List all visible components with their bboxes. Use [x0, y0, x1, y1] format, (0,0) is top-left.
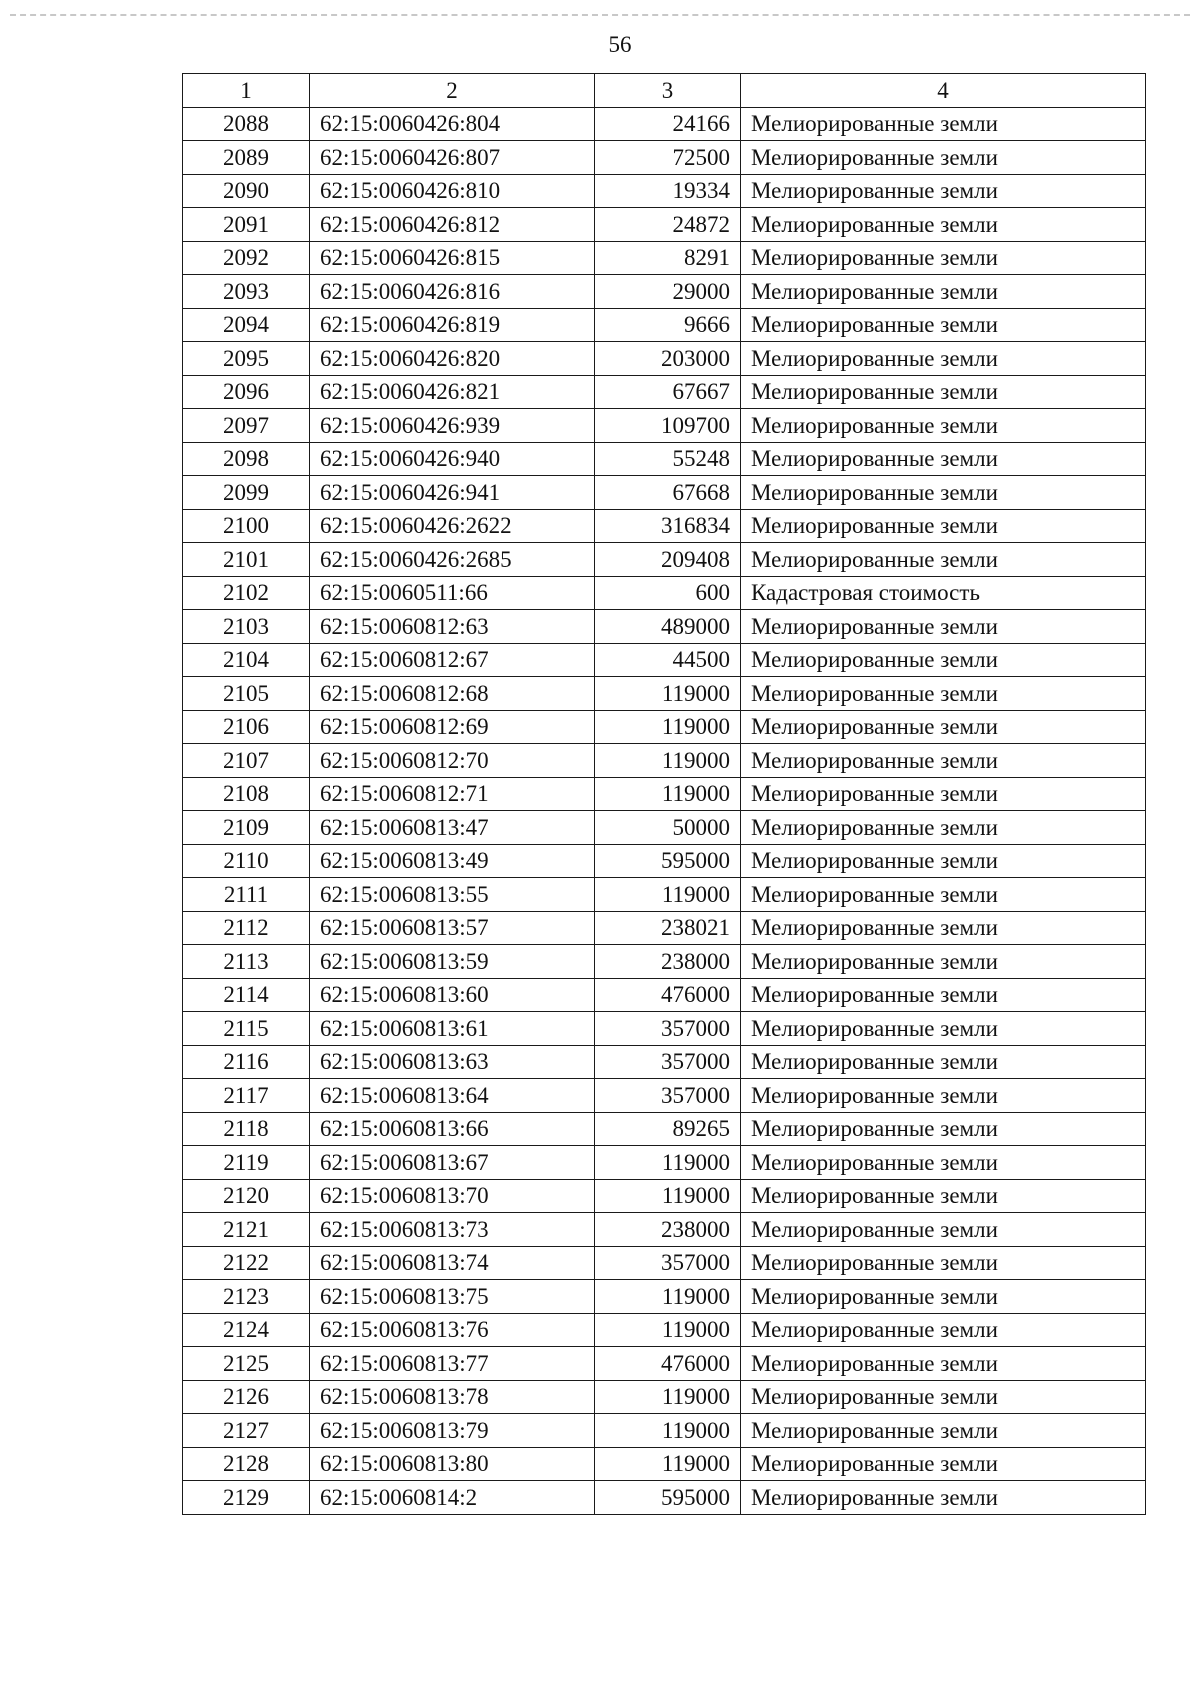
cadastral-number-cell: 62:15:0060813:78: [310, 1380, 595, 1414]
table-body: [183, 107, 1146, 1514]
category-cell: Мелиорированные земли: [741, 174, 1146, 208]
row-number-cell: 2129: [183, 1481, 310, 1515]
row-number-cell: 2108: [183, 777, 310, 811]
table-row: [183, 174, 1146, 208]
table-row: [183, 375, 1146, 409]
row-number-cell: 2091: [183, 208, 310, 242]
value-cell: 238021: [595, 911, 741, 945]
row-number-cell: 2118: [183, 1112, 310, 1146]
cadastral-number-cell: 62:15:0060426:820: [310, 342, 595, 376]
row-number-cell: 2097: [183, 409, 310, 443]
value-cell: 119000: [595, 878, 741, 912]
row-number-cell: 2102: [183, 576, 310, 610]
value-cell: 67667: [595, 375, 741, 409]
category-cell: Мелиорированные земли: [741, 1079, 1146, 1113]
cadastral-number-cell: 62:15:0060813:76: [310, 1313, 595, 1347]
cadastral-number-cell: 62:15:0060426:816: [310, 275, 595, 309]
cadastral-number-cell: 62:15:0060812:67: [310, 643, 595, 677]
column-header-1: 1: [183, 74, 310, 108]
cadastral-number-cell: 62:15:0060426:940: [310, 442, 595, 476]
cadastral-number-cell: 62:15:0060426:815: [310, 241, 595, 275]
row-number-cell: 2119: [183, 1146, 310, 1180]
category-cell: Кадастровая стоимость: [741, 576, 1146, 610]
cadastral-number-cell: 62:15:0060813:59: [310, 945, 595, 979]
category-cell: Мелиорированные земли: [741, 342, 1146, 376]
table-row: [183, 107, 1146, 141]
row-number-cell: 2089: [183, 141, 310, 175]
value-cell: 119000: [595, 1146, 741, 1180]
value-cell: 209408: [595, 543, 741, 577]
value-cell: 476000: [595, 1347, 741, 1381]
cadastral-number-cell: 62:15:0060813:80: [310, 1447, 595, 1481]
category-cell: Мелиорированные земли: [741, 543, 1146, 577]
row-number-cell: 2117: [183, 1079, 310, 1113]
cadastral-number-cell: 62:15:0060814:2: [310, 1481, 595, 1515]
cadastral-number-cell: 62:15:0060426:804: [310, 107, 595, 141]
row-number-cell: 2105: [183, 677, 310, 711]
cadastral-number-cell: 62:15:0060813:63: [310, 1045, 595, 1079]
cadastral-number-cell: 62:15:0060426:2622: [310, 509, 595, 543]
category-cell: Мелиорированные земли: [741, 509, 1146, 543]
cadastral-number-cell: 62:15:0060813:55: [310, 878, 595, 912]
category-cell: Мелиорированные земли: [741, 1112, 1146, 1146]
table-row: [183, 777, 1146, 811]
cadastral-number-cell: 62:15:0060812:68: [310, 677, 595, 711]
table-row: [183, 1012, 1146, 1046]
category-cell: Мелиорированные земли: [741, 1179, 1146, 1213]
row-number-cell: 2095: [183, 342, 310, 376]
value-cell: 119000: [595, 710, 741, 744]
table-row: [183, 476, 1146, 510]
column-header-2: 2: [310, 74, 595, 108]
table-row: [183, 1380, 1146, 1414]
table-row: [183, 1414, 1146, 1448]
category-cell: Мелиорированные земли: [741, 275, 1146, 309]
category-cell: Мелиорированные земли: [741, 1280, 1146, 1314]
row-number-cell: 2101: [183, 543, 310, 577]
row-number-cell: 2113: [183, 945, 310, 979]
value-cell: 357000: [595, 1246, 741, 1280]
row-number-cell: 2092: [183, 241, 310, 275]
table-row: [183, 1447, 1146, 1481]
cadastral-number-cell: 62:15:0060812:71: [310, 777, 595, 811]
value-cell: 203000: [595, 342, 741, 376]
category-cell: Мелиорированные земли: [741, 878, 1146, 912]
table-row: [183, 275, 1146, 309]
value-cell: 55248: [595, 442, 741, 476]
category-cell: Мелиорированные земли: [741, 442, 1146, 476]
column-header-3: 3: [595, 74, 741, 108]
value-cell: 67668: [595, 476, 741, 510]
table-row: [183, 1112, 1146, 1146]
cadastral-number-cell: 62:15:0060813:74: [310, 1246, 595, 1280]
table-row: [183, 811, 1146, 845]
category-cell: Мелиорированные земли: [741, 141, 1146, 175]
value-cell: 8291: [595, 241, 741, 275]
cadastral-number-cell: 62:15:0060426:810: [310, 174, 595, 208]
value-cell: 119000: [595, 744, 741, 778]
table-row: [183, 844, 1146, 878]
table-row: [183, 911, 1146, 945]
cadastral-number-cell: 62:15:0060813:57: [310, 911, 595, 945]
value-cell: 29000: [595, 275, 741, 309]
cadastral-number-cell: 62:15:0060813:60: [310, 978, 595, 1012]
page-number: 56: [608, 32, 632, 57]
row-number-cell: 2099: [183, 476, 310, 510]
value-cell: 119000: [595, 777, 741, 811]
category-cell: Мелиорированные земли: [741, 777, 1146, 811]
table-row: [183, 978, 1146, 1012]
category-cell: Мелиорированные земли: [741, 643, 1146, 677]
cadastral-number-cell: 62:15:0060813:61: [310, 1012, 595, 1046]
category-cell: Мелиорированные земли: [741, 1414, 1146, 1448]
value-cell: 119000: [595, 1179, 741, 1213]
table-row: [183, 576, 1146, 610]
cadastral-number-cell: 62:15:0060812:63: [310, 610, 595, 644]
value-cell: 595000: [595, 844, 741, 878]
row-number-cell: 2125: [183, 1347, 310, 1381]
table-row: [183, 208, 1146, 242]
row-number-cell: 2094: [183, 308, 310, 342]
value-cell: 9666: [595, 308, 741, 342]
category-cell: Мелиорированные земли: [741, 476, 1146, 510]
cadastral-number-cell: 62:15:0060813:73: [310, 1213, 595, 1247]
category-cell: Мелиорированные земли: [741, 610, 1146, 644]
table-row: [183, 710, 1146, 744]
category-cell: Мелиорированные земли: [741, 1347, 1146, 1381]
category-cell: Мелиорированные земли: [741, 208, 1146, 242]
row-number-cell: 2124: [183, 1313, 310, 1347]
value-cell: 119000: [595, 1380, 741, 1414]
row-number-cell: 2088: [183, 107, 310, 141]
row-number-cell: 2107: [183, 744, 310, 778]
table-row: [183, 1280, 1146, 1314]
row-number-cell: 2114: [183, 978, 310, 1012]
cadastral-number-cell: 62:15:0060812:69: [310, 710, 595, 744]
value-cell: 357000: [595, 1012, 741, 1046]
column-header-4: 4: [741, 74, 1146, 108]
table-row: [183, 1481, 1146, 1515]
table-row: [183, 141, 1146, 175]
table-row: [183, 241, 1146, 275]
table-row: [183, 744, 1146, 778]
category-cell: Мелиорированные земли: [741, 844, 1146, 878]
row-number-cell: 2121: [183, 1213, 310, 1247]
row-number-cell: 2127: [183, 1414, 310, 1448]
table-row: [183, 677, 1146, 711]
category-cell: Мелиорированные земли: [741, 811, 1146, 845]
row-number-cell: 2128: [183, 1447, 310, 1481]
table-row: [183, 1045, 1146, 1079]
value-cell: 24872: [595, 208, 741, 242]
row-number-cell: 2126: [183, 1380, 310, 1414]
cadastral-number-cell: 62:15:0060813:75: [310, 1280, 595, 1314]
category-cell: Мелиорированные земли: [741, 677, 1146, 711]
value-cell: 238000: [595, 945, 741, 979]
table-row: [183, 878, 1146, 912]
category-cell: Мелиорированные земли: [741, 241, 1146, 275]
value-cell: 595000: [595, 1481, 741, 1515]
row-number-cell: 2090: [183, 174, 310, 208]
category-cell: Мелиорированные земли: [741, 978, 1146, 1012]
row-number-cell: 2122: [183, 1246, 310, 1280]
category-cell: Мелиорированные земли: [741, 945, 1146, 979]
row-number-cell: 2115: [183, 1012, 310, 1046]
row-number-cell: 2098: [183, 442, 310, 476]
table-row: [183, 543, 1146, 577]
value-cell: 119000: [595, 1280, 741, 1314]
row-number-cell: 2110: [183, 844, 310, 878]
table-row: [183, 1347, 1146, 1381]
value-cell: 476000: [595, 978, 741, 1012]
value-cell: 24166: [595, 107, 741, 141]
row-number-cell: 2111: [183, 878, 310, 912]
cadastral-number-cell: 62:15:0060813:64: [310, 1079, 595, 1113]
category-cell: Мелиорированные земли: [741, 409, 1146, 443]
value-cell: 119000: [595, 1447, 741, 1481]
row-number-cell: 2112: [183, 911, 310, 945]
table-row: [183, 610, 1146, 644]
table-row: [183, 409, 1146, 443]
category-cell: Мелиорированные земли: [741, 1481, 1146, 1515]
category-cell: Мелиорированные земли: [741, 1447, 1146, 1481]
cadastral-number-cell: 62:15:0060426:941: [310, 476, 595, 510]
category-cell: Мелиорированные земли: [741, 1313, 1146, 1347]
value-cell: 357000: [595, 1045, 741, 1079]
value-cell: 489000: [595, 610, 741, 644]
cadastral-number-cell: 62:15:0060813:47: [310, 811, 595, 845]
value-cell: 119000: [595, 677, 741, 711]
cadastral-number-cell: 62:15:0060813:79: [310, 1414, 595, 1448]
category-cell: Мелиорированные земли: [741, 744, 1146, 778]
cadastral-number-cell: 62:15:0060813:67: [310, 1146, 595, 1180]
category-cell: Мелиорированные земли: [741, 375, 1146, 409]
category-cell: Мелиорированные земли: [741, 1213, 1146, 1247]
cadastral-number-cell: 62:15:0060426:812: [310, 208, 595, 242]
cadastral-number-cell: 62:15:0060426:939: [310, 409, 595, 443]
value-cell: 119000: [595, 1414, 741, 1448]
cadastral-number-cell: 62:15:0060813:66: [310, 1112, 595, 1146]
value-cell: 89265: [595, 1112, 741, 1146]
row-number-cell: 2109: [183, 811, 310, 845]
cadastral-number-cell: 62:15:0060813:49: [310, 844, 595, 878]
table-row: [183, 1313, 1146, 1347]
row-number-cell: 2093: [183, 275, 310, 309]
value-cell: 72500: [595, 141, 741, 175]
row-number-cell: 2106: [183, 710, 310, 744]
category-cell: Мелиорированные земли: [741, 107, 1146, 141]
table-row: [183, 643, 1146, 677]
table-header-row: [183, 74, 1146, 108]
value-cell: 238000: [595, 1213, 741, 1247]
table-row: [183, 509, 1146, 543]
cadastral-number-cell: 62:15:0060812:70: [310, 744, 595, 778]
category-cell: Мелиорированные земли: [741, 1246, 1146, 1280]
cadastral-number-cell: 62:15:0060511:66: [310, 576, 595, 610]
row-number-cell: 2123: [183, 1280, 310, 1314]
row-number-cell: 2120: [183, 1179, 310, 1213]
table-row: [183, 1213, 1146, 1247]
value-cell: 119000: [595, 1313, 741, 1347]
value-cell: 600: [595, 576, 741, 610]
row-number-cell: 2104: [183, 643, 310, 677]
category-cell: Мелиорированные земли: [741, 1146, 1146, 1180]
table-row: [183, 1079, 1146, 1113]
table-row: [183, 308, 1146, 342]
value-cell: 357000: [595, 1079, 741, 1113]
table-row: [183, 1146, 1146, 1180]
cadastral-number-cell: 62:15:0060426:2685: [310, 543, 595, 577]
cadastral-number-cell: 62:15:0060813:77: [310, 1347, 595, 1381]
category-cell: Мелиорированные земли: [741, 710, 1146, 744]
cadastral-number-cell: 62:15:0060426:821: [310, 375, 595, 409]
category-cell: Мелиорированные земли: [741, 911, 1146, 945]
cadastral-number-cell: 62:15:0060426:807: [310, 141, 595, 175]
table-row: [183, 442, 1146, 476]
scan-edge-artifact: [10, 14, 1190, 16]
row-number-cell: 2103: [183, 610, 310, 644]
table-row: [183, 1246, 1146, 1280]
value-cell: 316834: [595, 509, 741, 543]
row-number-cell: 2116: [183, 1045, 310, 1079]
row-number-cell: 2096: [183, 375, 310, 409]
value-cell: 44500: [595, 643, 741, 677]
category-cell: Мелиорированные земли: [741, 1380, 1146, 1414]
cadastral-number-cell: 62:15:0060813:70: [310, 1179, 595, 1213]
row-number-cell: 2100: [183, 509, 310, 543]
category-cell: Мелиорированные земли: [741, 1012, 1146, 1046]
table-row: [183, 342, 1146, 376]
value-cell: 50000: [595, 811, 741, 845]
table-row: [183, 1179, 1146, 1213]
category-cell: Мелиорированные земли: [741, 1045, 1146, 1079]
table-row: [183, 945, 1146, 979]
value-cell: 19334: [595, 174, 741, 208]
cadastral-table: [182, 73, 1146, 1515]
category-cell: Мелиорированные земли: [741, 308, 1146, 342]
value-cell: 109700: [595, 409, 741, 443]
cadastral-number-cell: 62:15:0060426:819: [310, 308, 595, 342]
